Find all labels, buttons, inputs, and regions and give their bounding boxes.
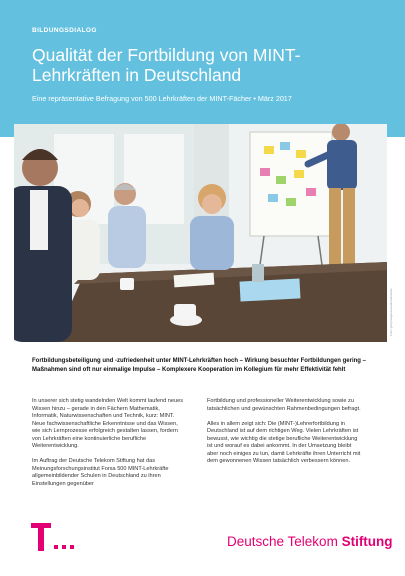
document-subtitle: Eine repräsentative Befragung von 500 Lehrkräften der MINT-Fächer • März 2017 bbox=[32, 94, 292, 103]
telekom-t-icon bbox=[31, 523, 75, 553]
body-paragraph: Im Auftrag der Deutsche Telekom Stiftung hat das Meinungsforschungsinstitut Forsa 500 MINT-Lehrkräfte allgemeinbildender Schulen in Deutschland zu ihren Einstellungen gegenüber bbox=[32, 458, 169, 487]
meeting-photo bbox=[14, 124, 387, 342]
lead-paragraph: Fortbildungsbeteiligung und -zufriedenheit unter MINT-Lehrkräften hoch – Wirkung besuchter Fortbildungen gering – Maßnahmen sind oft nur einmalige Impulse – Komplexere Kooperation im Kollegium für mehr Effektivität fehlt bbox=[32, 358, 366, 373]
body-paragraph: In unserer sich stetig wandelnden Welt kommt laufend neues Wissen hinzu – gerade in den Fächern Mathematik, Informatik, Naturwissenschaften und Technik, kurz: MINT. Neue fachwissenschaftliche Erkenntnisse und das Wissen, wie sich Lernprozesse erfolgreich gestalten lassen, fordern von Lehrkräften eine kontinuierliche berufliche Weiterentwicklung. bbox=[32, 398, 184, 449]
meeting-illustration bbox=[14, 124, 387, 342]
photo-credit: Foto: gettyimages/wavebreakmedia bbox=[389, 288, 393, 336]
brand-name bbox=[227, 534, 393, 549]
body-column-right bbox=[207, 398, 362, 473]
brand-name-bold: Stiftung bbox=[341, 534, 393, 549]
kicker-label: BILDUNGSDIALOG bbox=[32, 27, 97, 34]
header-band bbox=[0, 0, 405, 137]
document-title: Qualität der Fortbildung von MINT-Lehrkräften in Deutschland bbox=[32, 45, 301, 85]
body-column-left bbox=[32, 398, 187, 496]
brand-name-regular: Deutsche Telekom bbox=[227, 534, 342, 549]
body-paragraph: Fortbildung und professioneller Weiterentwicklung sowie zu tatsächlichen und gewünschten Rahmenbedingungen befragt. bbox=[207, 398, 361, 412]
body-paragraph: Alles in allem zeigt sich: Die (MINT-)Lehrerfortbildung in Deutschland ist auf dem richtigen Weg. Vielen Lehrkräften ist bewusst, wie wichtig die stetige berufliche Weiterentwicklung ist und worauf es dabei ankommt. In der Umsetzung bleibt aber noch einiges zu tun, damit Lehrkräfte ihren Unterricht mit dem gewonnenen Wissen tatsächlich verbessern können. bbox=[207, 420, 361, 464]
